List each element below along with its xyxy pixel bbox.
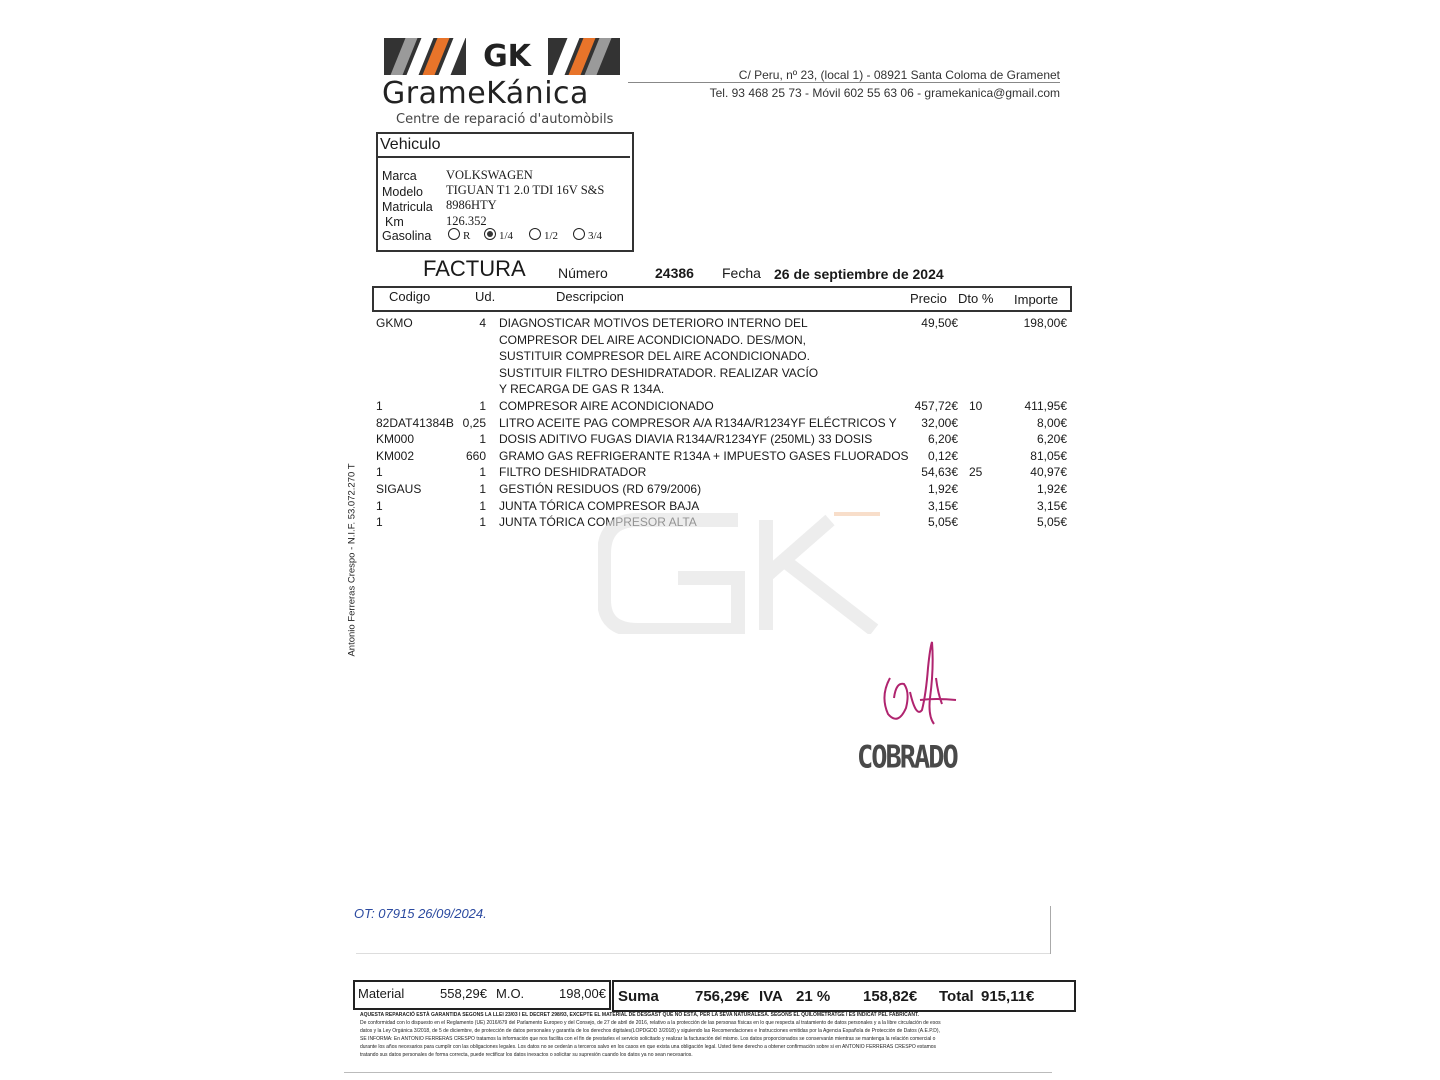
- suma-label: Suma: [618, 988, 659, 1005]
- cell-precio: 32,00€: [921, 415, 958, 430]
- cell-precio: 54,63€: [921, 465, 958, 480]
- cell-importe: 1,92€: [1036, 482, 1067, 496]
- label-marca: Marca: [382, 169, 417, 183]
- cell-codigo: SIGAUS: [376, 482, 422, 496]
- cell-importe: 411,95€: [1024, 399, 1067, 413]
- legal-line-2: datos y la Ley Orgánica 3/2018, de 5 de diciembre, de protección de datos personales y garantía de los derechos digitales(LOPDGDD 3/2018) y siguiendo las Recomendaciones e Instrucciones emitidas por la Agencia Española de Protección de Datos (A.E.P.D),: [360, 1028, 940, 1034]
- cell-precio: 1,92€: [927, 482, 958, 496]
- table-row: [0, 482, 1440, 499]
- cell-importe: 81,05€: [1030, 448, 1067, 463]
- cell-descripcion: LITRO ACEITE PAG COMPRESOR A/A R134A/R1234YF ELÉCTRICOS Y: [499, 415, 897, 430]
- cell-descripcion: JUNTA TÓRICA COMPRESOR ALTA: [499, 515, 697, 530]
- col-header-codigo: Codigo: [389, 289, 431, 304]
- invoice-date-label: Fecha: [722, 265, 761, 281]
- radio-icon: [448, 228, 460, 240]
- cell-precio: 49,50€: [921, 316, 958, 330]
- gk-watermark-logo: [598, 510, 888, 634]
- invoice-title: FACTURA: [423, 256, 526, 281]
- value-km: 126.352: [446, 214, 487, 228]
- mo-value: 198,00€: [559, 986, 606, 1001]
- iva-label: IVA: [759, 988, 783, 1005]
- cell-ud: 1: [479, 432, 486, 447]
- cell-precio: 6,20€: [927, 432, 958, 447]
- value-modelo: TIGUAN T1 2.0 TDI 16V S&S: [446, 183, 605, 197]
- total-value: 915,11€: [981, 988, 1035, 1005]
- table-row: [0, 399, 1440, 416]
- invoice-number-label: Número: [558, 265, 608, 281]
- table-row: [0, 349, 1440, 366]
- header-divider: [628, 82, 1060, 83]
- cell-descripcion: DOSIS ADITIVO FUGAS DIAVIA R134A/R1234YF (250ML) 33 DOSIS: [499, 432, 873, 447]
- cell-descripcion: JUNTA TÓRICA COMPRESOR BAJA: [499, 498, 700, 513]
- col-header-dto: Dto %: [958, 291, 994, 306]
- iva-rate: 21 %: [796, 988, 831, 1005]
- legal-line-1: De conformidad con lo dispuesto en el Reglamento (UE) 2016/679 del Parlamento Europeo y del Consejo, de 27 de abril de 2016, relativo a la protección de las personas físicas en lo que respecta al tratamiento de datos personales y a la libre circulación de esos: [360, 1020, 941, 1026]
- label-gasolina: Gasolina: [382, 229, 432, 243]
- value-matricula: 8986HTY: [446, 198, 497, 212]
- cell-dto: 25: [969, 465, 983, 480]
- ot-divider-vertical: [1050, 906, 1051, 954]
- label-matricula: Matricula: [382, 200, 433, 214]
- company-tagline: Centre de reparació d'automòbils: [396, 112, 614, 127]
- cell-importe: 5,05€: [1036, 515, 1067, 530]
- table-row: [0, 416, 1440, 433]
- company-name: GrameKánica: [382, 76, 589, 111]
- label-modelo: Modelo: [382, 185, 423, 199]
- cell-dto: 10: [969, 399, 983, 413]
- table-row: [0, 333, 1440, 350]
- iva-value: 158,82€: [863, 988, 918, 1005]
- vertical-tax-id-text: Antonio Ferreras Crespo - N.I.F. 53.072.270 T: [346, 463, 358, 657]
- company-address: C/ Peru, nº 23, (local 1) - 08921 Santa Coloma de Gramenet: [738, 68, 1060, 82]
- cell-ud: 1: [479, 399, 486, 413]
- cell-precio: 3,15€: [927, 498, 958, 513]
- col-header-importe: Importe: [1014, 292, 1059, 307]
- table-row: [0, 366, 1440, 383]
- table-row: [0, 449, 1440, 466]
- cell-precio: 5,05€: [927, 515, 958, 530]
- legal-line-4: durante los años necesarios para cumplir con las obligaciones legales. Los datos no se cederán a terceros salvo en los casos en que exista una obligación legal. Usted tiene derecho a obtener confirmación sobre si en ANTONIO FERRERAS CRESPO estamos: [360, 1044, 937, 1050]
- cell-codigo: 1: [376, 498, 383, 513]
- cell-codigo: KM000: [376, 432, 415, 447]
- radio-icon: [573, 228, 585, 240]
- cell-ud: 660: [465, 448, 486, 463]
- invoice-date: 26 de septiembre de 2024: [774, 266, 944, 282]
- table-row: [0, 432, 1440, 449]
- cell-ud: 4: [479, 316, 486, 330]
- logo-gk-letters: GK: [466, 38, 548, 75]
- company-logo-mark: [384, 38, 620, 75]
- cell-ud: 0,25: [462, 415, 486, 430]
- cell-codigo: 1: [376, 515, 383, 530]
- cell-precio: 457,72€: [914, 399, 958, 413]
- radio-icon: [529, 228, 541, 240]
- suma-value: 756,29€: [695, 988, 750, 1005]
- cell-descripcion: GESTIÓN RESIDUOS (RD 679/2006): [499, 482, 702, 496]
- legal-warranty: AQUESTA REPARACIÓ ESTÀ GARANTIDA SEGONS LA LLEI 23/03 I EL DECRET 298/93, EXCEPTE EL MATERIAL DE DESGAST QUE NO ESTÀ, PER LA SEVA NATURALESA. SEGONS EL QUILOMETRATGE I ÉS INDICAT PEL FABRICANT.: [360, 1012, 919, 1018]
- col-header-precio: Precio: [910, 291, 947, 306]
- material-value: 558,29€: [440, 986, 487, 1001]
- paid-stamp: COBRADO: [857, 739, 957, 776]
- cell-descripcion: COMPRESOR DEL AIRE ACONDICIONADO. DES/MON,: [499, 332, 806, 347]
- cell-descripcion: COMPRESOR AIRE ACONDICIONADO: [499, 399, 714, 413]
- cell-ud: 1: [479, 515, 486, 530]
- cell-importe: 3,15€: [1036, 498, 1067, 513]
- cell-ud: 1: [479, 482, 486, 496]
- radio-selected-icon: [484, 228, 496, 240]
- col-header-ud: Ud.: [475, 289, 496, 304]
- cell-codigo: 1: [376, 399, 383, 413]
- work-order-note: OT: 07915 26/09/2024.: [354, 906, 487, 921]
- fuel-option-half: 1/2: [529, 228, 558, 242]
- bottom-divider: [344, 1072, 1052, 1073]
- cell-importe: 40,97€: [1030, 465, 1067, 480]
- cell-ud: 1: [479, 465, 486, 480]
- cell-descripcion: DIAGNOSTICAR MOTIVOS DETERIORO INTERNO DEL: [499, 316, 808, 330]
- cell-precio: 0,12€: [927, 448, 958, 463]
- cell-importe: 198,00€: [1023, 316, 1067, 330]
- handwritten-signature: [876, 638, 960, 730]
- cell-descripcion: SUSTITUIR FILTRO DESHIDRATADOR. REALIZAR VACÍO: [499, 365, 819, 380]
- cell-descripcion: GRAMO GAS REFRIGERANTE R134A + IMPUESTO GASES FLUORADOS: [499, 448, 909, 463]
- ot-divider-horizontal: [356, 953, 1050, 954]
- legal-line-3: SE INFORMA: En ANTONIO FERRERAS CRESPO tratamos la información que nos facilita con el fin de prestarles el servicio solicitado y realizar la facturación del mismo. Los datos proporcionados se conservarán mientras se mantenga la relación comercial o: [360, 1036, 936, 1042]
- cell-descripcion: Y RECARGA DE GAS R 134A.: [499, 382, 665, 397]
- cell-ud: 1: [479, 498, 486, 513]
- material-label: Material: [358, 986, 405, 1001]
- col-header-descripcion: Descripcion: [556, 289, 624, 304]
- company-contact: Tel. 93 468 25 73 - Móvil 602 55 63 06 - gramekanica@gmail.com: [709, 86, 1060, 100]
- invoice-number: 24386: [655, 265, 694, 281]
- cell-codigo: GKMO: [376, 316, 413, 330]
- total-label: Total: [939, 988, 974, 1005]
- cell-codigo: 1: [376, 465, 383, 480]
- mo-label: M.O.: [496, 986, 525, 1001]
- cell-descripcion: SUSTITUIR COMPRESOR DEL AIRE ACONDICIONADO.: [499, 349, 810, 364]
- cell-codigo: 82DAT41384B: [376, 415, 454, 430]
- fuel-option-three-quarter: 3/4: [573, 228, 602, 242]
- cell-importe: 6,20€: [1036, 432, 1067, 447]
- cell-codigo: KM002: [376, 448, 415, 463]
- table-row: [0, 465, 1440, 482]
- cell-importe: 8,00€: [1036, 415, 1067, 430]
- legal-line-5: tratando sus datos personales de forma correcta, puede rectificar los datos inexactos o solicitar su supresión cuando los datos ya no sean necesarios.: [360, 1052, 693, 1058]
- vehicle-title: Vehiculo: [380, 136, 441, 153]
- table-row: [0, 382, 1440, 399]
- table-row: [0, 316, 1440, 333]
- cell-descripcion: FILTRO DESHIDRATADOR: [499, 465, 647, 480]
- fuel-option-quarter: 1/4: [484, 228, 513, 242]
- fuel-option-r: R: [448, 228, 470, 242]
- value-marca: VOLKSWAGEN: [446, 168, 533, 182]
- label-km: Km: [385, 215, 404, 229]
